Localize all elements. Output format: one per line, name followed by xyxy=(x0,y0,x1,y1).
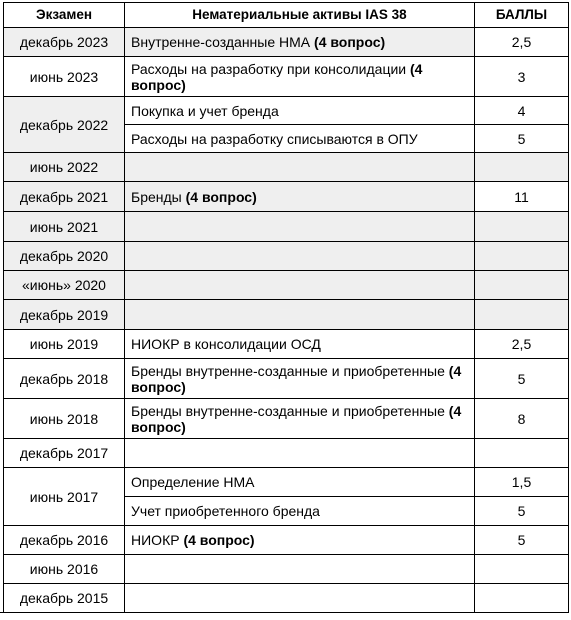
topic-text: НИОКР xyxy=(131,532,184,548)
exam-cell: декабрь 2023 xyxy=(4,28,125,57)
score-cell: 1,5 xyxy=(475,468,569,497)
topic-bold-text: (4 вопрос) xyxy=(185,188,257,205)
topic-cell xyxy=(125,182,475,212)
topic-cell xyxy=(125,212,475,242)
table-row xyxy=(4,359,569,399)
exam-cell: июнь 2017 xyxy=(4,468,125,526)
topic-text: НИОКР в консолидации ОСД xyxy=(131,336,321,352)
table-row xyxy=(4,399,569,439)
topic-cell xyxy=(125,439,475,468)
topic-cell xyxy=(125,125,475,153)
topic-cell xyxy=(125,359,475,399)
table-row xyxy=(4,97,569,125)
table-row xyxy=(4,555,569,584)
topic-text: Бренды внутренне-созданные и приобретенные xyxy=(131,402,449,419)
exam-cell: «июнь» 2020 xyxy=(4,271,125,300)
topic-cell xyxy=(125,153,475,182)
exam-cell: июнь 2018 xyxy=(4,399,125,439)
score-cell xyxy=(475,242,569,271)
exam-table-wrapper xyxy=(3,2,569,613)
score-cell xyxy=(475,212,569,242)
score-cell: 4 xyxy=(475,97,569,125)
topic-cell xyxy=(125,271,475,300)
score-cell: 2,5 xyxy=(475,330,569,359)
exam-cell: декабрь 2015 xyxy=(4,584,125,613)
exam-cell: декабрь 2020 xyxy=(4,242,125,271)
score-cell: 5 xyxy=(475,359,569,399)
header-exam: Экзамен xyxy=(4,3,125,28)
exam-cell: декабрь 2016 xyxy=(4,526,125,555)
table-row xyxy=(4,330,569,359)
topic-cell xyxy=(125,526,475,555)
topic-text: Бренды xyxy=(131,188,186,205)
table-row xyxy=(4,300,569,330)
exam-cell: декабрь 2018 xyxy=(4,359,125,399)
table-row xyxy=(4,28,569,57)
score-cell: 5 xyxy=(475,526,569,555)
header-score: БАЛЛЫ xyxy=(475,3,569,28)
topic-text: Учет приобретенного бренда xyxy=(131,503,320,519)
score-cell xyxy=(475,300,569,330)
score-cell xyxy=(475,439,569,468)
topic-text: Определение НМА xyxy=(131,474,255,490)
topic-cell xyxy=(125,399,475,439)
topic-cell xyxy=(125,97,475,125)
header-topic: Нематериальные активы IAS 38 xyxy=(125,3,475,28)
score-cell xyxy=(475,555,569,584)
table-row xyxy=(4,526,569,555)
table-row xyxy=(4,271,569,300)
exam-cell: декабрь 2019 xyxy=(4,300,125,330)
topic-bold-text: (4 вопрос) xyxy=(183,532,255,548)
table-row xyxy=(4,242,569,271)
topic-cell xyxy=(125,57,475,97)
topic-text: Расходы на разработку списываются в ОПУ xyxy=(131,130,418,147)
topic-text: Внутренне-созданные НМА xyxy=(131,34,315,50)
exam-cell: июнь 2021 xyxy=(4,212,125,242)
table-row xyxy=(4,468,569,497)
topic-text: Покупка и учет бренда xyxy=(131,102,279,119)
exam-topics-table xyxy=(3,2,569,613)
score-cell: 3 xyxy=(475,57,569,97)
score-cell xyxy=(475,271,569,300)
score-cell xyxy=(475,153,569,182)
score-cell: 8 xyxy=(475,399,569,439)
topic-cell xyxy=(125,584,475,613)
table-row xyxy=(4,584,569,613)
table-row xyxy=(4,182,569,212)
exam-cell: декабрь 2022 xyxy=(4,97,125,153)
exam-cell: декабрь 2017 xyxy=(4,439,125,468)
score-cell xyxy=(475,584,569,613)
score-cell: 5 xyxy=(475,497,569,526)
table-row xyxy=(4,153,569,182)
topic-bold-text: (4 вопрос) xyxy=(131,60,423,93)
topic-bold-text: (4 вопрос) xyxy=(314,34,386,50)
topic-cell xyxy=(125,300,475,330)
topic-bold-text: (4 вопрос) xyxy=(131,402,462,435)
table-header-row xyxy=(4,3,569,28)
exam-cell: июнь 2019 xyxy=(4,330,125,359)
topic-cell xyxy=(125,242,475,271)
score-cell: 5 xyxy=(475,125,569,153)
topic-cell xyxy=(125,555,475,584)
exam-cell: июнь 2022 xyxy=(4,153,125,182)
topic-cell xyxy=(125,497,475,526)
score-cell: 2,5 xyxy=(475,28,569,57)
topic-cell xyxy=(125,468,475,497)
table-row xyxy=(4,212,569,242)
score-cell: 11 xyxy=(475,182,569,212)
topic-text: Расходы на разработку при консолидации xyxy=(131,60,411,77)
exam-cell: июнь 2023 xyxy=(4,57,125,97)
topic-bold-text: (4 вопрос) xyxy=(131,362,462,395)
exam-cell: июнь 2016 xyxy=(4,555,125,584)
table-row xyxy=(4,439,569,468)
topic-cell xyxy=(125,28,475,57)
exam-cell: декабрь 2021 xyxy=(4,182,125,212)
table-row xyxy=(4,57,569,97)
topic-text: Бренды внутренне-созданные и приобретенные xyxy=(131,362,449,379)
trailing-rule xyxy=(0,612,10,613)
topic-cell xyxy=(125,330,475,359)
